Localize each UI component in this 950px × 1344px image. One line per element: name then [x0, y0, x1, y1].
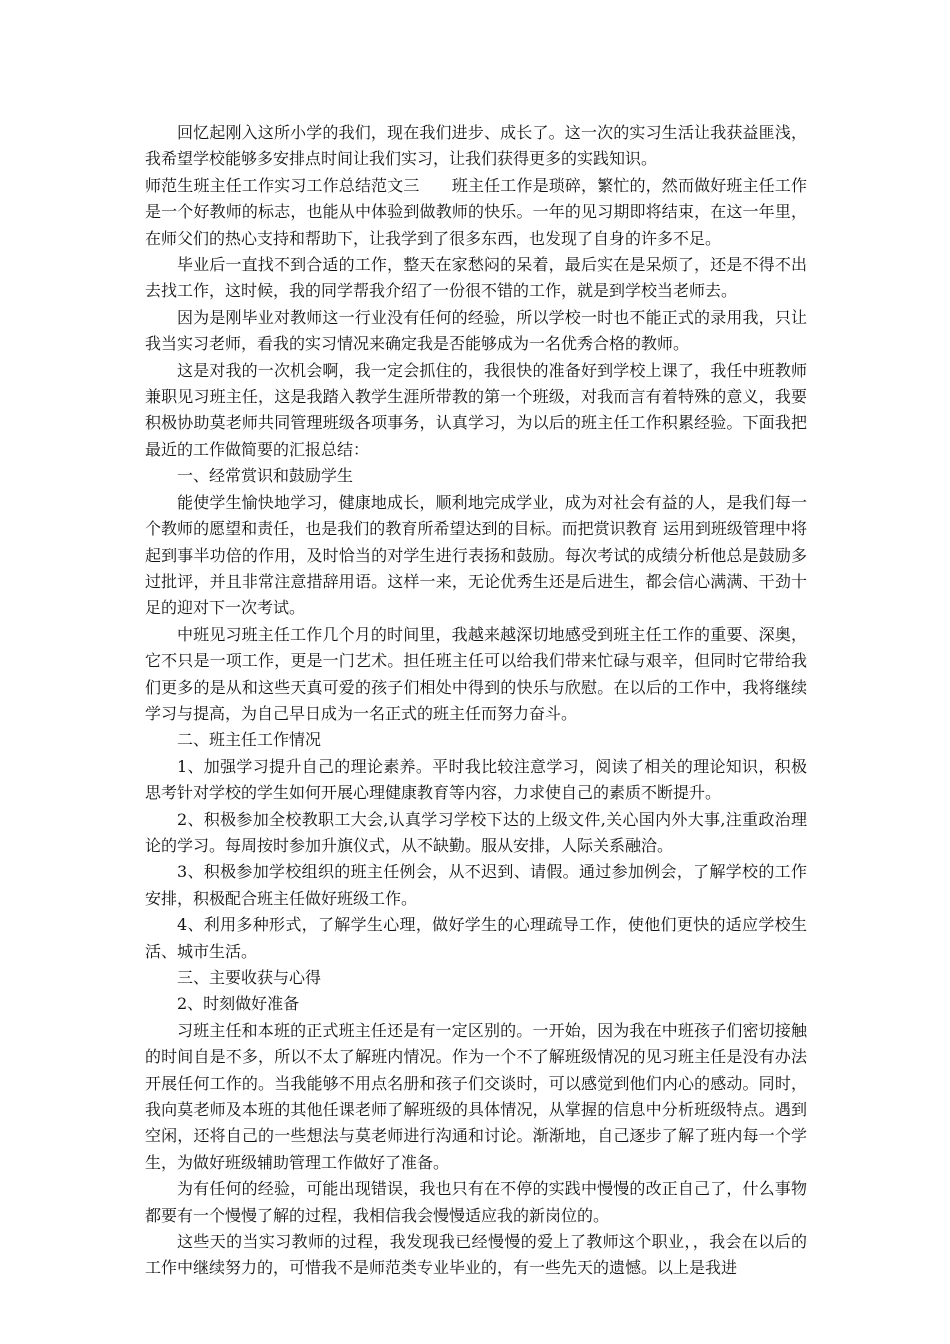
paragraph: 中班见习班主任工作几个月的时间里，我越来越深切地感受到班主任工作的重要、深奥，它不只是一项工作，更是一门艺术。担任班主任可以给我们带来忙碌与艰辛，但同时它带给我们更多的是从和这些天真可爱的孩子们相处中得到的快乐与欣慰。在以后的工作中，我将继续学习与提高，为自己早日成为一名正式的班主任而努力奋斗。: [145, 624, 807, 723]
list-item: 2、积极参加全校教职工大会,认真学习学校下达的上级文件,关心国内外大事,注重政治理论的学习。每周按时参加升旗仪式，从不缺勤。服从安排，人际关系融洽。: [145, 809, 807, 855]
paragraph: 回忆起刚入这所小学的我们，现在我们进步、成长了。这一次的实习生活让我获益匪浅，我希望学校能够多安排点时间让我们实习，让我们获得更多的实践知识。: [145, 123, 807, 169]
document-page: [145, 120, 807, 1282]
list-item: 3、积极参加学校组织的班主任例会，从不迟到、请假。通过参加例会，了解学校的工作安排，积极配合班主任做好班级工作。: [145, 862, 807, 908]
paragraph: 习班主任和本班的正式班主任还是有一定区别的。一开始，因为我在中班孩子们密切接触的时间自是不多，所以不太了解班内情况。作为一个不了解班级情况的见习班主任是没有办法开展任何工作的。当我能够不用点名册和孩子们交谈时，可以感觉到他们内心的感动。同时，我向莫老师及本班的其他任课老师了解班级的具体情况，从掌握的信息中分析班级特点。遇到空闲，还将自己的一些想法与莫老师进行沟通和讨论。渐渐地，自己逐步了解了班内每一个学生，为做好班级辅助管理工作做好了准备。: [145, 1020, 807, 1172]
section-heading-paragraph: 师范生班主任工作实习工作总结范文三 班主任工作是琐碎，繁忙的，然而做好班主任工作是一个好教师的标志，也能从中体验到做教师的快乐。一年的见习期即将结束，在这一年里，在师父们的热心支持和帮助下，让我学到了很多东西，也发现了自身的许多不足。: [145, 175, 807, 248]
paragraph: 为有任何的经验，可能出现错误，我也只有在不停的实践中慢慢的改正自己了，什么事物都要有一个慢慢了解的过程，我相信我会慢慢适应我的新岗位的。: [145, 1179, 807, 1225]
paragraph: 毕业后一直找不到合适的工作，整天在家愁闷的呆着，最后实在是呆烦了，还是不得不出去找工作，这时候，我的同学帮我介绍了一份很不错的工作，就是到学校当老师去。: [145, 255, 807, 301]
paragraph: 这是对我的一次机会啊，我一定会抓住的，我很快的准备好到学校上课了，我任中班教师兼职见习班主任，这是我踏入教学生涯所带教的第一个班级，对我而言有着特殊的意义，我要积极协助莫老师共同管理班级各项事务，认真学习，为以后的班主任工作积累经验。下面我把最近的工作做简要的汇报总结：: [145, 360, 807, 459]
paragraph: 能使学生愉快地学习，健康地成长，顺利地完成学业，成为对社会有益的人，是我们每一个教师的愿望和责任，也是我们的教育所希望达到的目标。而把赏识教育 运用到班级管理中将起到事半功倍的作用，及时恰当的对学生进行表扬和鼓励。每次考试的成绩分析他总是鼓励多过批评，并且非常注意措辞用语。这样一来，无论优秀生还是后进生，都会信心满满、干劲十足的迎对下一次考试。: [145, 492, 807, 618]
list-item: 4、利用多种形式，了解学生心理，做好学生的心理疏导工作，使他们更快的适应学校生活、城市生活。: [145, 915, 807, 961]
subheading: 2、时刻做好准备: [177, 994, 300, 1014]
paragraph: 因为是刚毕业对教师这一行业没有任何的经验，所以学校一时也不能正式的录用我，只让我当实习老师，看我的实习情况来确定我是否能够成为一名优秀合格的教师。: [145, 307, 807, 354]
list-item: 1、加强学习提升自己的理论素养。平时我比较注意学习，阅读了相关的理论知识，积极思考针对学校的学生如何开展心理健康教育等内容，力求使自己的素质不断提升。: [145, 756, 807, 803]
subheading: 二、班主任工作情况: [177, 730, 322, 750]
paragraph: 这些天的当实习教师的过程，我发现我已经慢慢的爱上了教师这个职业，，我会在以后的工作中继续努力的，可惜我不是师范类专业毕业的，有一些先天的遗憾。以上是我进: [145, 1232, 807, 1278]
subheading: 三、主要收获与心得: [177, 968, 322, 987]
subheading: 一、经常赏识和鼓励学生: [177, 466, 354, 486]
